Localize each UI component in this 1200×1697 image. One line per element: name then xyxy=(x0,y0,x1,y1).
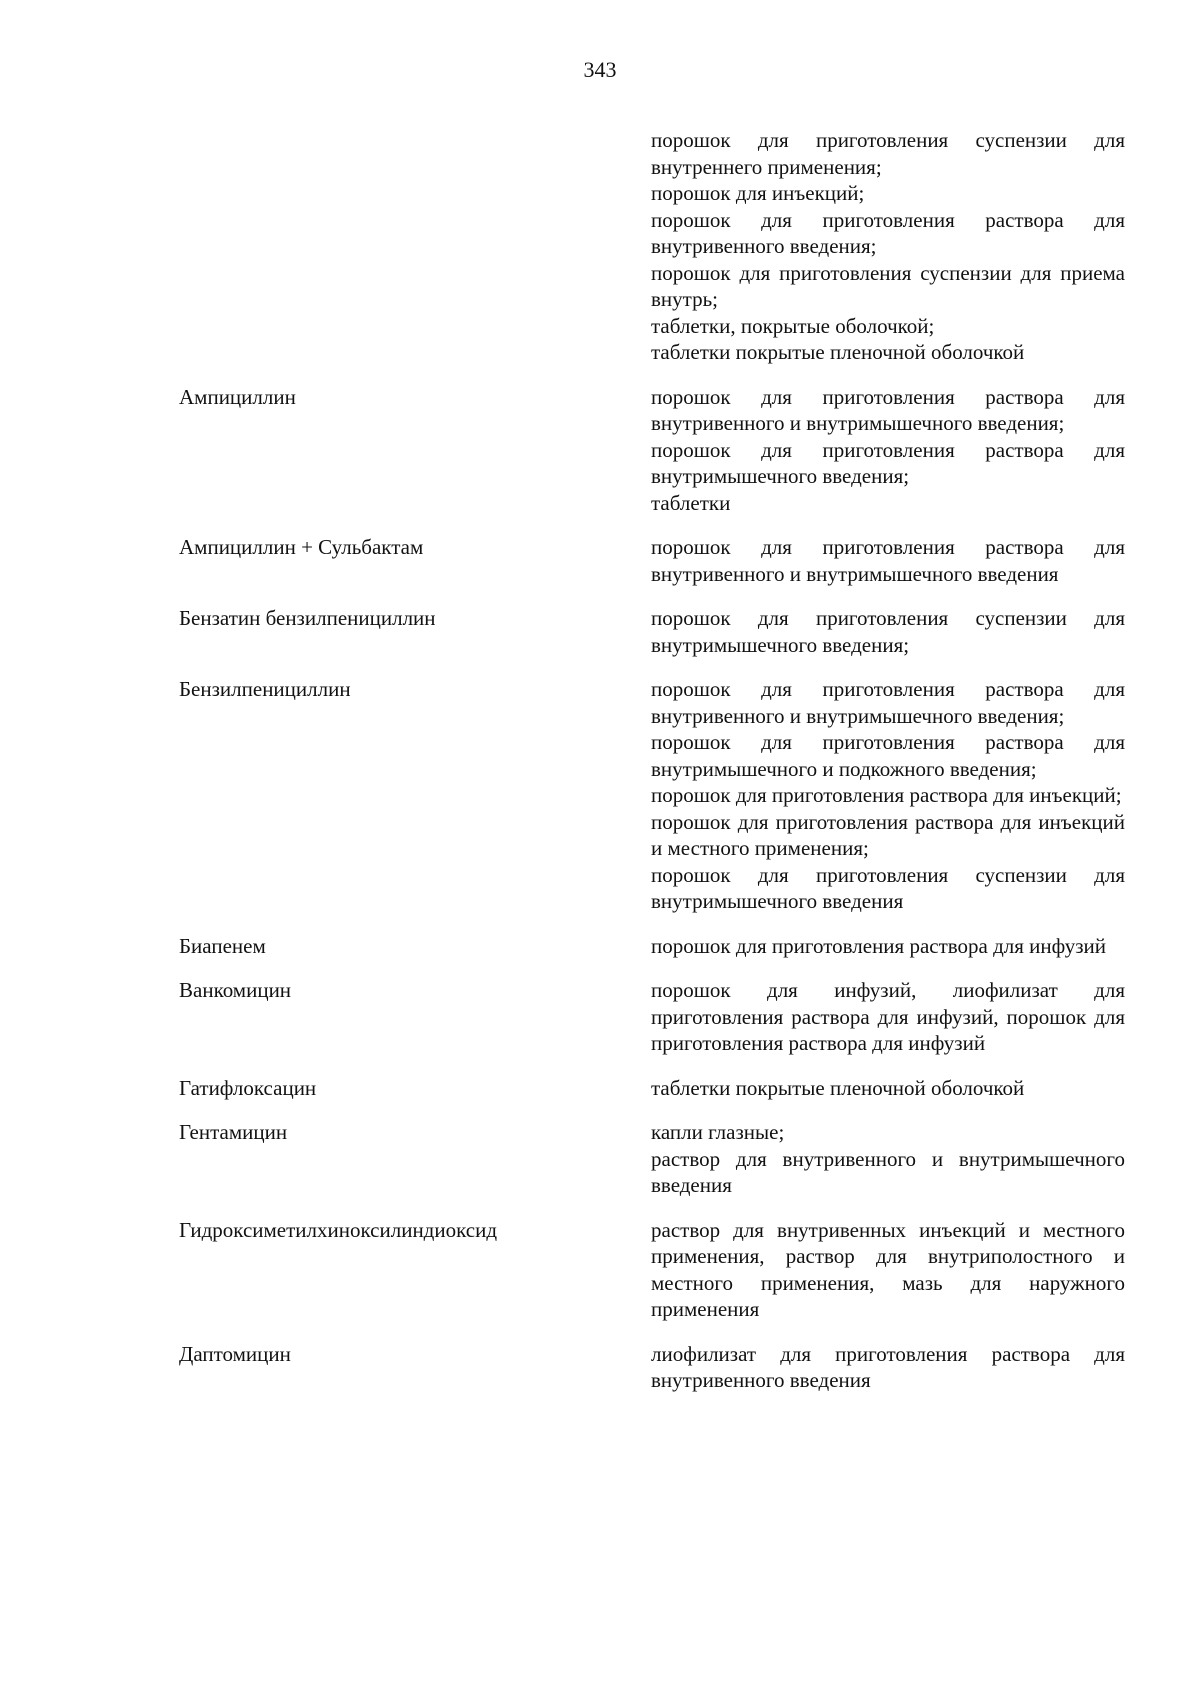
page-number: 343 xyxy=(583,57,617,82)
dosage-form: порошок для приготовления раствора для инфузий xyxy=(651,933,1107,958)
dosage-forms xyxy=(651,933,1125,960)
drug-entry xyxy=(0,1341,1200,1394)
drug-entry xyxy=(0,605,1200,658)
drug-entry xyxy=(0,977,1200,1057)
drug-name: Ванкомицин xyxy=(179,978,292,1002)
dosage-forms xyxy=(651,1341,1125,1394)
dosage-form: порошок для приготовления раствора для внутривенного и внутримышечного введения; xyxy=(651,384,1125,435)
dosage-form: порошок для приготовления раствора для внутримышечного введения; xyxy=(651,437,1125,488)
drug-entry xyxy=(0,384,1200,517)
dosage-form: раствор для внутривенных инъекций и местного применения, раствор для внутриполостного и местного применения, мазь для наружного применения xyxy=(651,1217,1125,1321)
drug-name: Бензатин бензилпенициллин xyxy=(179,606,436,630)
dosage-form: порошок для инъекций; xyxy=(651,181,865,205)
dosage-forms xyxy=(651,127,1125,366)
dosage-form: порошок для приготовления раствора для внутривенного и внутримышечного введения; xyxy=(651,677,1125,728)
dosage-forms xyxy=(651,1217,1125,1323)
drug-name: Гатифлоксацин xyxy=(179,1075,317,1100)
drug-entry xyxy=(0,534,1200,587)
dosage-form: капли глазные; xyxy=(651,1120,785,1144)
dosage-form: порошок для приготовления суспензии для приема внутрь; xyxy=(651,260,1125,311)
drug-entry xyxy=(0,1075,1200,1102)
dosage-form: порошок для приготовления раствора для инъекций; xyxy=(651,783,1122,807)
dosage-form: порошок для приготовления раствора для внутривенного введения; xyxy=(651,207,1125,258)
drug-name: Даптомицин xyxy=(179,1341,291,1366)
dosage-forms xyxy=(651,605,1125,658)
drug-list xyxy=(0,127,1200,1394)
drug-name: Биапенем xyxy=(179,933,266,958)
dosage-form: порошок для приготовления суспензии для внутримышечного введения xyxy=(651,862,1125,913)
dosage-form: порошок для приготовления раствора для внутривенного и внутримышечного введения xyxy=(651,535,1125,586)
drug-name: Гентамицин xyxy=(179,1120,288,1144)
drug-name: Гидроксиметилхиноксилиндиоксид xyxy=(179,1217,498,1242)
dosage-forms xyxy=(651,534,1125,587)
dosage-form: порошок для приготовления суспензии для внутреннего применения; xyxy=(651,128,1125,179)
drug-name: Ампициллин xyxy=(179,384,296,409)
dosage-form: порошок для приготовления суспензии для внутримышечного введения; xyxy=(651,606,1125,657)
dosage-form: таблетки xyxy=(651,490,731,515)
drug-name: Бензилпенициллин xyxy=(179,677,351,701)
drug-entry xyxy=(0,1217,1200,1323)
dosage-form: порошок для приготовления раствора для внутримышечного и подкожного введения; xyxy=(651,730,1125,781)
dosage-form: таблетки покрытые пленочной оболочкой xyxy=(651,340,1025,364)
dosage-form: таблетки покрытые пленочной оболочкой xyxy=(651,1075,1025,1100)
dosage-forms xyxy=(651,977,1125,1057)
drug-entry xyxy=(0,1119,1200,1199)
drug-entry xyxy=(0,676,1200,915)
dosage-form: порошок для инфузий, лиофилизат для приготовления раствора для инфузий, порошок для приготовления раствора для инфузий xyxy=(651,978,1125,1055)
drug-entry xyxy=(0,933,1200,960)
dosage-form: таблетки, покрытые оболочкой; xyxy=(651,313,935,338)
dosage-form: лиофилизат для приготовления раствора для внутривенного введения xyxy=(651,1341,1125,1392)
dosage-forms xyxy=(651,1075,1125,1102)
dosage-forms xyxy=(651,384,1125,517)
dosage-forms xyxy=(651,1119,1125,1199)
drug-name: Ампициллин + Сульбактам xyxy=(179,535,424,559)
drug-entry xyxy=(0,127,1200,366)
dosage-form: порошок для приготовления раствора для инъекций и местного применения; xyxy=(651,809,1125,860)
dosage-forms xyxy=(651,676,1125,915)
dosage-form: раствор для внутривенного и внутримышечного введения xyxy=(651,1146,1125,1197)
